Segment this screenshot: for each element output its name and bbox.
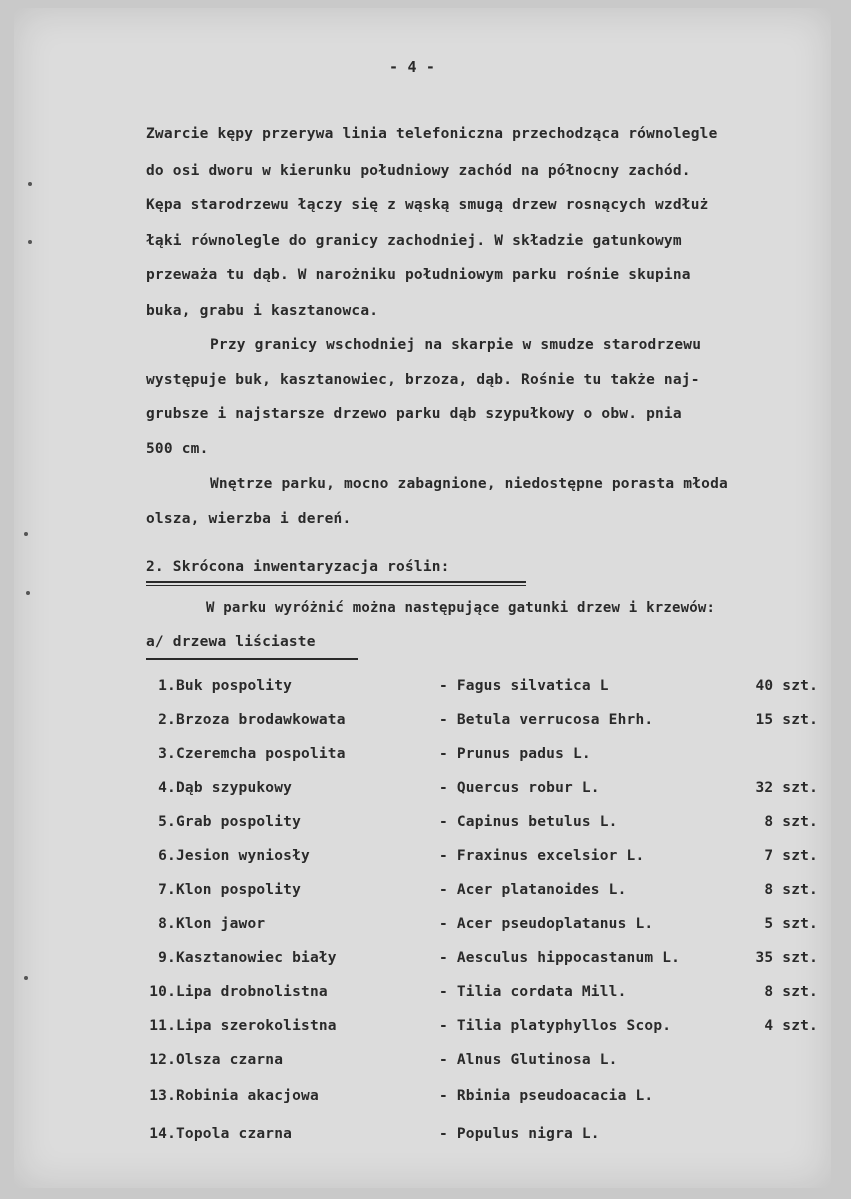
list-item [14, 746, 831, 772]
latin-name: - Acer platanoides L. [439, 882, 627, 898]
polish-name: Kasztanowiec biały [176, 950, 337, 966]
list-item [14, 1088, 831, 1114]
polish-name: Lipa drobnolistna [176, 984, 328, 1000]
list-item [14, 1018, 831, 1044]
polish-name: Grab pospolity [176, 814, 302, 830]
paragraph-line: Kępa starodrzewu łączy się z wąską smugą drzew rosnących wzdłuż [146, 197, 709, 213]
item-number: 14. [149, 1126, 176, 1142]
polish-name: Buk pospolity [176, 678, 293, 694]
section-heading: 2. Skrócona inwentaryzacja roślin: [146, 559, 450, 575]
list-item [14, 984, 831, 1010]
paper-speck [24, 976, 28, 980]
subsection-underline [146, 658, 358, 660]
tree-count: 8 szt. [764, 882, 818, 898]
tree-count: 32 szt. [755, 780, 818, 796]
tree-count: 4 szt. [764, 1018, 818, 1034]
latin-name: - Tilia platyphyllos Scop. [439, 1018, 672, 1034]
item-number: 3. [158, 746, 176, 762]
list-item [14, 678, 831, 704]
paragraph-line: grubsze i najstarsze drzewo parku dąb szypułkowy o obw. pnia [146, 406, 682, 422]
list-item [14, 916, 831, 942]
paper-speck [28, 240, 32, 244]
paragraph-line: łąki równolegle do granicy zachodniej. W składzie gatunkowym [146, 233, 682, 249]
tree-count: 40 szt. [755, 678, 818, 694]
paragraph-line: przeważa tu dąb. W narożniku południowym parku rośnie skupina [146, 267, 691, 283]
latin-name: - Acer pseudoplatanus L. [439, 916, 654, 932]
list-item [14, 882, 831, 908]
heading-underline [146, 581, 526, 586]
latin-name: - Alnus Glutinosa L. [439, 1052, 618, 1068]
polish-name: Czeremcha pospolita [176, 746, 346, 762]
latin-name: - Betula verrucosa Ehrh. [439, 712, 654, 728]
polish-name: Lipa szerokolistna [176, 1018, 337, 1034]
item-number: 11. [149, 1018, 176, 1034]
tree-count: 15 szt. [755, 712, 818, 728]
polish-name: Topola czarna [176, 1126, 293, 1142]
paragraph-line: Zwarcie kępy przerywa linia telefoniczna przechodząca równolegle [146, 126, 718, 142]
latin-name: - Aesculus hippocastanum L. [439, 950, 681, 966]
polish-name: Olsza czarna [176, 1052, 284, 1068]
item-number: 2. [158, 712, 176, 728]
paper-speck [24, 532, 28, 536]
paragraph-line: Przy granicy wschodniej na skarpie w smudze starodrzewu [210, 337, 702, 353]
polish-name: Klon pospolity [176, 882, 302, 898]
paper-speck [26, 591, 30, 595]
list-item [14, 950, 831, 976]
polish-name: Brzoza brodawkowata [176, 712, 346, 728]
tree-count: 7 szt. [764, 848, 818, 864]
tree-count: 8 szt. [764, 814, 818, 830]
list-item [14, 814, 831, 840]
item-number: 4. [158, 780, 176, 796]
item-number: 7. [158, 882, 176, 898]
polish-name: Robinia akacjowa [176, 1088, 319, 1104]
polish-name: Dąb szypukowy [176, 780, 293, 796]
latin-name: - Fagus silvatica L [439, 678, 609, 694]
item-number: 6. [158, 848, 176, 864]
item-number: 12. [149, 1052, 176, 1068]
item-number: 9. [158, 950, 176, 966]
paragraph-line: 500 cm. [146, 441, 209, 457]
list-item [14, 712, 831, 738]
tree-count: 35 szt. [755, 950, 818, 966]
tree-count: 5 szt. [764, 916, 818, 932]
item-number: 1. [158, 678, 176, 694]
list-item [14, 848, 831, 874]
intro-line: W parku wyróżnić można następujące gatunki drzew i krzewów: [206, 600, 716, 616]
item-number: 10. [149, 984, 176, 1000]
list-item [14, 1126, 831, 1152]
paragraph-line: buka, grabu i kasztanowca. [146, 303, 379, 319]
tree-count: 8 szt. [764, 984, 818, 1000]
paragraph-line: Wnętrze parku, mocno zabagnione, niedostępne porasta młoda [210, 476, 728, 492]
item-number: 8. [158, 916, 176, 932]
latin-name: - Rbinia pseudoacacia L. [439, 1088, 654, 1104]
paragraph-line: olsza, wierzba i dereń. [146, 511, 352, 527]
latin-name: - Fraxinus excelsior L. [439, 848, 645, 864]
latin-name: - Tilia cordata Mill. [439, 984, 627, 1000]
polish-name: Jesion wyniosły [176, 848, 310, 864]
latin-name: - Prunus padus L. [439, 746, 591, 762]
latin-name: - Capinus betulus L. [439, 814, 618, 830]
paragraph-line: występuje buk, kasztanowiec, brzoza, dąb. Rośnie tu także naj- [146, 372, 700, 388]
item-number: 13. [149, 1088, 176, 1104]
document-page [14, 8, 831, 1188]
latin-name: - Quercus robur L. [439, 780, 600, 796]
paragraph-line: do osi dworu w kierunku południowy zachód na północny zachód. [146, 163, 691, 179]
latin-name: - Populus nigra L. [439, 1126, 600, 1142]
list-item [14, 1052, 831, 1078]
polish-name: Klon jawor [176, 916, 266, 932]
paper-speck [28, 182, 32, 186]
page-number: - 4 - [389, 58, 436, 76]
list-item [14, 780, 831, 806]
subsection-heading: a/ drzewa liściaste [146, 634, 316, 650]
item-number: 5. [158, 814, 176, 830]
